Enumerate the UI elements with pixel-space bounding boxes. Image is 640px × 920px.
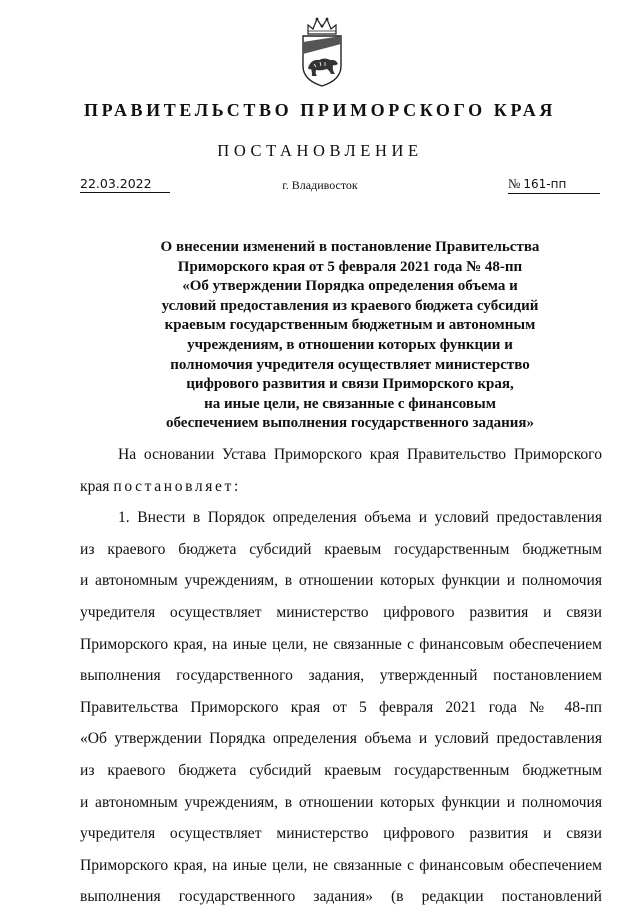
number-value: 161-пп — [523, 177, 567, 191]
government-title: ПРАВИТЕЛЬСТВО ПРИМОРСКОГО КРАЯ — [84, 100, 556, 120]
body-line: и автономным учреждениям, в отношении которых функции и полномочия — [80, 793, 602, 811]
heading-line: учреждениям, в отношении которых функции и — [187, 336, 513, 353]
heading-line: условий предоставления из краевого бюджета субсидий — [161, 297, 539, 314]
heading-line: О внесении изменений в постановление Правительства — [160, 239, 540, 255]
heading-line: цифрового развития и связи Приморского края, — [186, 376, 514, 393]
heading-line: Приморского края от 5 февраля 2021 года № 48-пп — [177, 258, 523, 275]
heading-line: полномочия учредителя осуществляет министерство — [170, 356, 530, 373]
body-line: Приморского края, на иные цели, не связанные с финансовым обеспечением — [80, 856, 602, 874]
document-date: 22.03.2022 — [80, 176, 170, 193]
body-line: выполнения государственного задания» (в редакции постановлений — [80, 888, 602, 906]
body-line — [80, 478, 602, 510]
document-body — [80, 446, 602, 920]
body-line: «Об утверждении Порядка определения объема и условий предоставления — [80, 730, 602, 748]
body-line: из краевого бюджета субсидий краевым государственным бюджетным — [80, 540, 602, 558]
preamble-start: края — [80, 477, 114, 495]
document-number — [508, 176, 600, 194]
document-type: ПОСТАНОВЛЕНИЕ — [217, 141, 423, 160]
body-line: учредителя осуществляет министерство цифрового развития и связи — [80, 825, 602, 843]
body-line: На основании Устава Приморского края Правительство Приморского — [118, 446, 602, 463]
body-line: Приморского края, на иные цели, не связанные с финансовым обеспечением — [80, 635, 602, 653]
body-line: 1. Внести в Порядок определения объема и условий предоставления — [118, 509, 602, 527]
heading-line: «Об утверждении Порядка определения объема и — [182, 278, 518, 295]
heading-line: на иные цели, не связанные с финансовым — [204, 395, 496, 412]
document-heading — [80, 238, 620, 434]
body-line: и автономным учреждениям, в отношении которых функции и полномочия — [80, 572, 602, 590]
body-line: из краевого бюджета субсидий краевым государственным бюджетным — [80, 761, 602, 779]
heading-line: обеспечением выполнения государственного задания» — [165, 415, 535, 432]
body-line: учредителя осуществляет министерство цифрового развития и связи — [80, 603, 602, 621]
coat-of-arms-icon — [299, 14, 345, 88]
preamble-verb: постановляет: — [113, 477, 241, 495]
document-city: г. Владивосток — [282, 178, 358, 192]
number-sign: № — [508, 176, 521, 191]
body-line: Правительства Приморского края от 5 февраля 2021 года № 48-пп — [80, 698, 602, 716]
body-line: выполнения государственного задания, утвержденный постановлением — [80, 667, 602, 685]
heading-line: краевым государственным бюджетным и автономным — [164, 317, 536, 334]
